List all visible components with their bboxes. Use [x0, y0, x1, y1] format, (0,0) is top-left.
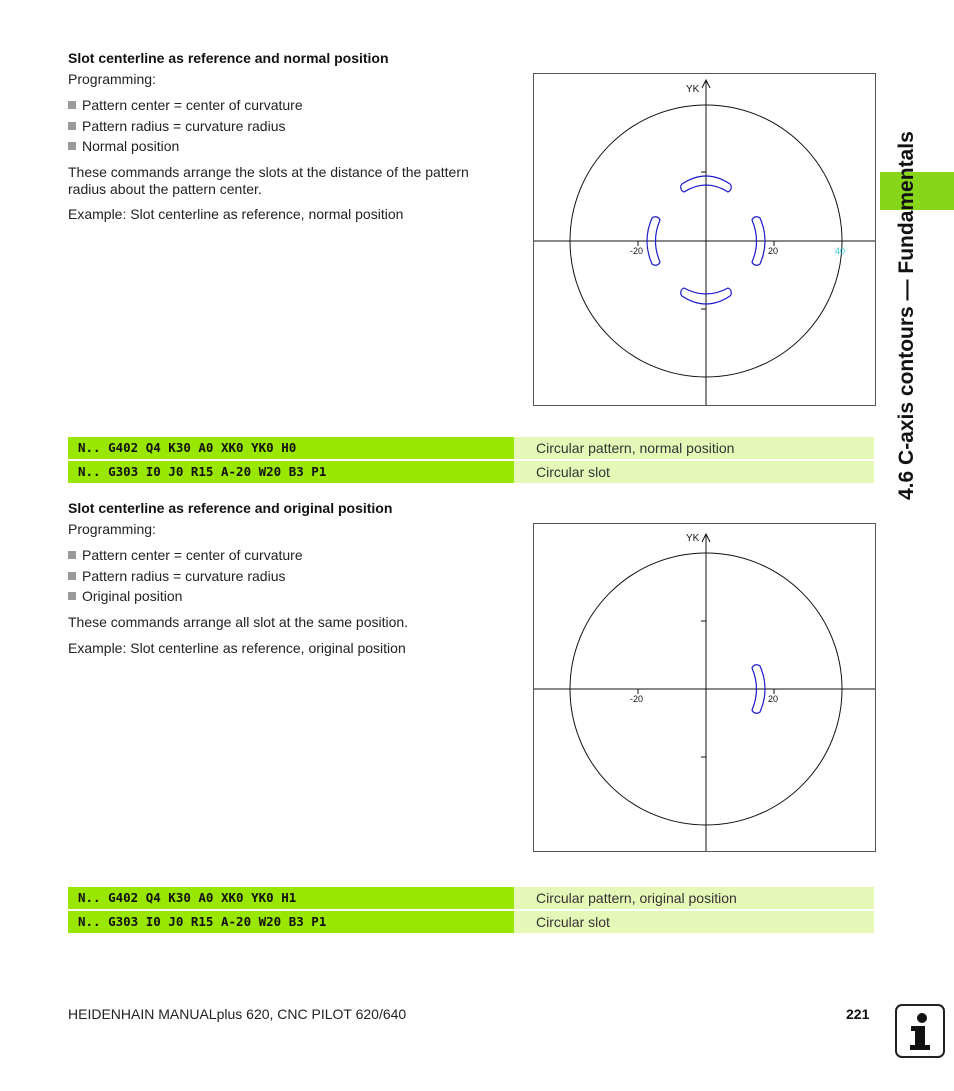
- tick-label-neg20: -20: [630, 694, 644, 704]
- section1-bullet: [68, 97, 303, 113]
- section1-example: Example: Slot centerline as reference, normal position: [68, 206, 404, 222]
- figure-original-position: [533, 523, 876, 852]
- bullet-text: Pattern center = center of curvature: [82, 97, 303, 113]
- section2-bullet: [68, 568, 286, 584]
- bullet-square-icon: [68, 122, 76, 130]
- bullet-text: Normal position: [82, 138, 180, 154]
- desc-cell: Circular pattern, original position: [514, 887, 874, 909]
- section2-example: Example: Slot centerline as reference, original position: [68, 640, 406, 656]
- section2-heading: Slot centerline as reference and original position: [68, 500, 393, 516]
- tick-label-20: 20: [768, 694, 779, 704]
- section1-programming: Programming:: [68, 71, 156, 87]
- axis-label-yk: YK: [686, 533, 700, 544]
- section2-programming: Programming:: [68, 521, 156, 537]
- bullet-square-icon: [68, 142, 76, 150]
- bullet-text: Pattern radius = curvature radius: [82, 568, 286, 584]
- tick-label-20: 20: [768, 246, 779, 256]
- section2-paragraph: These commands arrange all slot at the same position.: [68, 614, 409, 630]
- tick-label-40: 40: [835, 246, 846, 256]
- bullet-square-icon: [68, 572, 76, 580]
- desc-cell: Circular pattern, normal position: [514, 437, 874, 459]
- section2-bullet: [68, 547, 303, 563]
- bullet-text: Pattern center = center of curvature: [82, 547, 303, 563]
- code-cell: N.. G303 I0 J0 R15 A-20 W20 B3 P1: [68, 911, 514, 933]
- code-cell: N.. G303 I0 J0 R15 A-20 W20 B3 P1: [68, 461, 514, 483]
- code-cell: N.. G402 Q4 K30 A0 XK0 YK0 H0: [68, 437, 514, 459]
- bullet-text: Pattern radius = curvature radius: [82, 118, 286, 134]
- desc-cell: Circular slot: [514, 911, 874, 933]
- chapter-title: 4.6 C-axis contours — Fundamentals: [895, 131, 918, 500]
- section1-bullet: [68, 118, 286, 134]
- bullet-square-icon: [68, 101, 76, 109]
- axis-label-yk: YK: [686, 84, 700, 95]
- desc-cell: Circular slot: [514, 461, 874, 483]
- code-row: [68, 437, 874, 459]
- page-number: 221: [846, 1006, 870, 1022]
- code-row: [68, 461, 874, 483]
- tick-label-neg20: -20: [630, 246, 644, 256]
- footer-manual: HEIDENHAIN MANUALplus 620, CNC PILOT 620/640: [68, 1006, 407, 1022]
- figure-normal-position: [533, 73, 876, 406]
- section1-paragraph: These commands arrange the slots at the distance of the pattern radius about the pattern center.: [68, 164, 469, 197]
- code-row: [68, 911, 874, 933]
- bullet-square-icon: [68, 592, 76, 600]
- code-cell: N.. G402 Q4 K30 A0 XK0 YK0 H1: [68, 887, 514, 909]
- section1-bullet: [68, 138, 179, 154]
- section1-heading: Slot centerline as reference and normal position: [68, 50, 389, 66]
- bullet-text: Original position: [82, 588, 183, 604]
- bullet-square-icon: [68, 551, 76, 559]
- info-icon: [895, 1004, 945, 1058]
- section2-bullet: [68, 588, 182, 604]
- code-row: [68, 887, 874, 909]
